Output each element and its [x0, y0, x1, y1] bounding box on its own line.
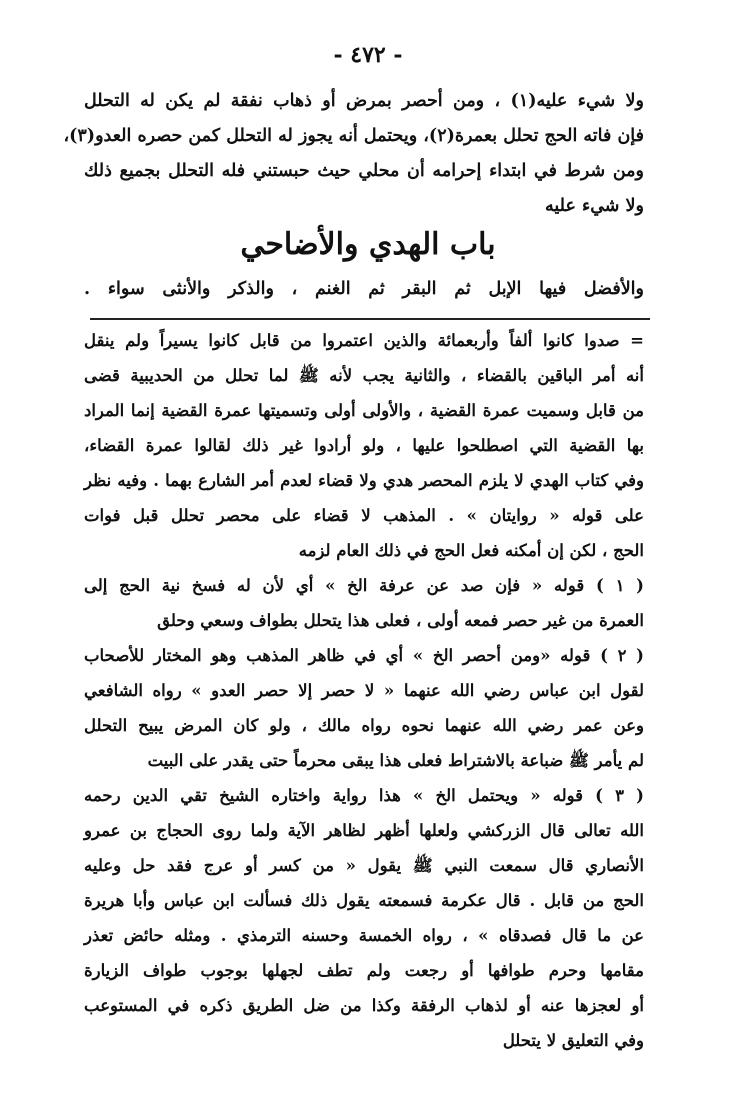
- footnote-line: ( ١ ) قوله « فإن صد عن عرفة الخ » أي لأن له فسخ نية الحج إلى: [84, 576, 644, 595]
- main-text-line: ولا شيء عليه(١) ، ومن أحصر بمرض أو ذهاب نفقة لم يكن له التحلل: [84, 91, 644, 111]
- footnote-line: الحج من قابل . قال عكرمة فسمعته يقول ذلك فسألت ابن عباس وأبا هريرة: [84, 891, 644, 910]
- chapter-intro: [84, 272, 644, 307]
- footnote-line: ( ٢ ) قوله «ومن أحصر الخ » أي في ظاهر المذهب وهو المختار للأصحاب: [84, 646, 644, 665]
- main-text: [63, 84, 644, 224]
- chapter-intro-line: والأفضل فيها الإبل ثم البقر ثم الغنم ، والذكر والأنثى سواء .: [84, 279, 644, 299]
- footnote-line: أنه أمر الباقين بالقضاء ، والثانية يجب لأنه ﷺ لما تحلل من الحديبية قضى: [84, 366, 644, 385]
- footnote-line: الله تعالى قال الزركشي ولعلها أظهر لظاهر الآية ولما روى الحجاج بن عمرو: [84, 821, 644, 840]
- footnote-line: وفي التعليق لا يتحلل: [502, 1031, 644, 1050]
- footnote-line: لم يأمر ﷺ ضباعة بالاشتراط فعلى هذا يبقى محرماً حتى يقدر على البيت: [147, 751, 644, 770]
- footnote-line: على قوله « روايتان » . المذهب لا قضاء على محصر تحلل قبل فوات: [84, 506, 644, 525]
- page-number: - ٤٧٢ -: [333, 42, 403, 68]
- footnote-line: مقامها وحرم طوافها أو رجعت ولم تطف لجهلها بوجوب طواف الزيارة: [84, 961, 644, 980]
- main-text-line: ولا شيء عليه: [545, 196, 644, 216]
- footnote-line: بها القضية التي اصطلحوا عليها ، ولو أرادوا غير ذلك لقالوا عمرة القضاء،: [84, 436, 644, 455]
- footnote-line: الحج ، لكن إن أمكنه فعل الحج في ذلك العام لزمه: [298, 541, 644, 560]
- footnote-line: أو لعجزها عنه أو لذهاب الرفقة وكذا من ضل الطريق ذكره في المستوعب: [84, 996, 644, 1015]
- footnote-line: عن ما قال فصدقاه » ، رواه الخمسة وحسنه الترمذي . ومثله حائض تعذر: [84, 926, 644, 945]
- footnote-line: وعن عمر رضي الله عنهما نحوه رواه مالك ، ولو كان المرض يبيح التحلل: [84, 716, 644, 735]
- footnote-divider: [90, 318, 650, 320]
- footnote-line: الأنصاري قال سمعت النبي ﷺ يقول « من كسر أو عرج فقد حل وعليه: [84, 856, 644, 875]
- footnote-line: العمرة من غير حصر فمعه أولى ، فعلى هذا يتحلل بطواف وسعي وحلق: [157, 611, 644, 630]
- footnote-line: لقول ابن عباس رضي الله عنهما « لا حصر إلا حصر العدو » رواه الشافعي: [84, 681, 644, 700]
- footnotes: [84, 323, 644, 1058]
- footnote-line: ( ٣ ) قوله « ويحتمل الخ » هذا رواية واختاره الشيخ تقي الدين رحمه: [84, 786, 644, 805]
- footnote-line: وفي كتاب الهدي لا يلزم المحصر هدي ولا قضاء لعدم أمر الشارع بهما . وفيه نظر: [84, 471, 644, 490]
- chapter-heading: باب الهدي والأضاحي: [240, 227, 496, 262]
- footnote-line: = صدوا كانوا ألفاً وأربعمائة والذين اعتمروا من قابل كانوا يسيراً ولم ينقل: [84, 331, 644, 350]
- main-text-line: ومن شرط في ابتداء إحرامه أن محلي حيث حبستني فله التحلل بجميع ذلك: [84, 161, 644, 181]
- main-text-line: فإن فاته الحج تحلل بعمرة(٢)، ويحتمل أنه يجوز له التحلل كمن حصره العدو(٣)،: [63, 126, 644, 146]
- footnote-line: من قابل وسميت عمرة القضية ، والأولى أولى وتسميتها عمرة القضية إنما المراد: [84, 401, 644, 420]
